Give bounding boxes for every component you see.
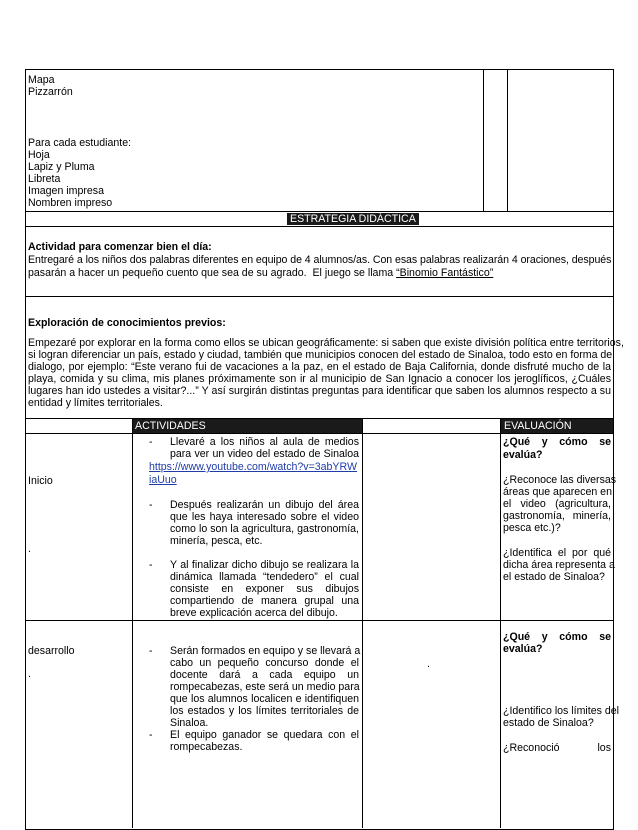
table-col-divider-1 bbox=[132, 418, 133, 828]
desarrollo-act1-line-7: Sinaloa. bbox=[170, 717, 209, 729]
desarrollo-act1-line-3: docente dará a cada equipo un bbox=[170, 669, 359, 681]
inicio-eval-question: ¿Qué y cómo se bbox=[503, 436, 611, 448]
inicio-eval-b-line-2: dicha área representa a bbox=[503, 559, 615, 571]
table-col-divider-3 bbox=[500, 418, 501, 828]
material-libreta: Libreta bbox=[28, 173, 61, 185]
desarrollo-act1-line-5: que los alumnos localicen e identifiquen bbox=[170, 693, 359, 705]
desarrollo-dot: . bbox=[28, 668, 31, 680]
inicio-eval-question-2: evalúa? bbox=[503, 449, 543, 461]
inicio-act3-line-3: consiste en exponer sus dibujos bbox=[170, 583, 359, 595]
binomio-fantastico-link[interactable]: “Binomio Fantástico” bbox=[396, 267, 494, 279]
inicio-act2-line-4: minería, pesca, etc. bbox=[170, 535, 263, 547]
inicio-act3-line-1: Y al finalizar dicho dibujo se realizara la bbox=[170, 559, 359, 571]
material-lapiz: Lapiz y Pluma bbox=[28, 161, 95, 173]
inicio-eval-b-line-1: ¿Identifica el por qué bbox=[503, 547, 611, 559]
exploration-line-5: lugares han ido ustedes a visitar?...” Y así surgirán distintas preguntas para identificar que saben los alumnos respecto a su bbox=[28, 385, 611, 397]
exploration-line-3: dialogo, por ejemplo: “Este verano fui de vacaciones a la paz, en el estado de Baja California, donde disfruté mucho de la bbox=[28, 361, 611, 373]
table-row-divider bbox=[25, 620, 614, 621]
youtube-link[interactable] bbox=[149, 461, 357, 473]
exploration-line-4: playa, comida y su clima, mis planes próximamente son ir al municipio de San Ignacio a conocer los jeroglíficos, ¿Cuáles bbox=[28, 373, 611, 385]
youtube-link-cont[interactable] bbox=[149, 474, 177, 486]
inicio-act2-line-3: como lo son la agricultura, gastronomía, bbox=[170, 523, 359, 535]
inicio-eval-a-line-1: ¿Reconoce las diversas bbox=[503, 474, 617, 486]
desarrollo-eval-a-line-1: ¿Identifico los límites del bbox=[503, 705, 619, 717]
inicio-act1-dash: - bbox=[149, 436, 153, 448]
desarrollo-act1-line-1: Serán formados en equipo y se llevará a bbox=[170, 645, 361, 657]
materials-divider-1 bbox=[483, 69, 484, 212]
desarrollo-mid-dot: . bbox=[427, 658, 430, 670]
warmup-title: Actividad para comenzar bien el día: bbox=[28, 241, 212, 253]
material-mapa: Mapa bbox=[28, 74, 55, 86]
exploration-line-2: si logran diferenciar un país, estado y ciudad, también que municipios conocen del estado de Sinaloa, todo esto en forma de bbox=[28, 349, 613, 361]
inicio-act3-line-4: compartiendo de manera grupal una bbox=[170, 595, 359, 607]
material-imagen: Imagen impresa bbox=[28, 185, 104, 197]
material-hoja: Hoja bbox=[28, 149, 50, 161]
desarrollo-act2-line-1: El equipo ganador se quedara con el bbox=[170, 729, 359, 741]
desarrollo-eval-a-line-2: estado de Sinaloa? bbox=[503, 717, 594, 729]
inicio-label: Inicio bbox=[28, 475, 53, 487]
inicio-act3-line-5: breve explicación acerca del dibujo. bbox=[170, 607, 338, 619]
inicio-eval-a-line-2: áreas que aparecen en bbox=[503, 486, 612, 498]
desarrollo-act1-line-6: los estados y los límites territoriales de bbox=[170, 705, 359, 717]
inicio-act3-dash: - bbox=[149, 559, 153, 571]
inicio-dot: . bbox=[28, 543, 31, 555]
inicio-eval-a-line-4: gastronomía, minería, bbox=[503, 510, 611, 522]
desarrollo-eval-question: ¿Qué y cómo se bbox=[503, 631, 611, 643]
inicio-act1-line-1: Llevaré a los niños al aula de medios bbox=[170, 436, 359, 448]
desarrollo-eval-b-line-1: ¿Reconoció los bbox=[503, 742, 611, 754]
material-pizarron: Pizzarrón bbox=[28, 86, 73, 98]
desarrollo-eval-question-2: evalúa? bbox=[503, 643, 543, 655]
exploration-title: Exploración de conocimientos previos: bbox=[28, 317, 226, 329]
desarrollo-act1-dash: - bbox=[149, 645, 153, 657]
inicio-act2-line-2: que les haya interesado sobre el video bbox=[170, 511, 359, 523]
exploration-line-6: entidad y límites territoriales. bbox=[28, 397, 163, 409]
desarrollo-act1-line-4: rompecabezas, este será un medio para bbox=[170, 681, 360, 693]
warmup-line-1: Entregaré a los niños dos palabras diferentes en equipo de 4 alumnos/as. Con esas palabras realizarán 4 oraciones, después bbox=[28, 254, 612, 266]
inicio-eval-a-line-3: el video (agricultura, bbox=[503, 498, 611, 510]
inicio-eval-a-line-5: pesca etc.)? bbox=[503, 522, 561, 534]
warmup-line-2 bbox=[28, 267, 493, 279]
table-col-divider-2 bbox=[362, 418, 363, 828]
strategy-header: ESTRATEGIA DIDÁCTICA bbox=[287, 213, 419, 225]
table-header-divider bbox=[25, 433, 614, 434]
youtube-link-line-1[interactable]: https://www.youtube.com/watch?v=3abYRW bbox=[149, 461, 357, 473]
materials-divider-2 bbox=[507, 69, 508, 212]
evaluation-header: EVALUACIÓN bbox=[504, 420, 572, 432]
desarrollo-label: desarrollo bbox=[28, 645, 75, 657]
material-nombre: Nombren impreso bbox=[28, 197, 113, 209]
per-student-title: Para cada estudiante: bbox=[28, 137, 132, 149]
youtube-link-line-2[interactable]: iaUuo bbox=[149, 474, 177, 486]
exploration-line-1: Empezaré por explorar en la forma como ellos se ubican geográficamente: si saben que existe división política entre territorios, bbox=[28, 337, 624, 349]
warmup-line-2-text: pasarán a hacer un pequeño cuento que sea de su agrado. El juego se llama bbox=[28, 267, 397, 279]
desarrollo-act2-line-2: rompecabezas. bbox=[170, 741, 243, 753]
inicio-act3-line-2: dinámica llamada “tendedero” el cual bbox=[170, 571, 359, 583]
inicio-act2-line-1: Después realizarán un dibujo del área bbox=[170, 499, 359, 511]
desarrollo-act2-dash: - bbox=[149, 729, 153, 741]
inicio-act2-dash: - bbox=[149, 499, 153, 511]
inicio-act1-line-2: para ver un video del estado de Sinaloa bbox=[170, 448, 359, 460]
activities-header: ACTIVIDADES bbox=[135, 420, 206, 432]
desarrollo-act1-line-2: cabo un pequeño concurso donde el bbox=[170, 657, 359, 669]
inicio-eval-b-line-3: el estado de Sinaloa? bbox=[503, 571, 605, 583]
